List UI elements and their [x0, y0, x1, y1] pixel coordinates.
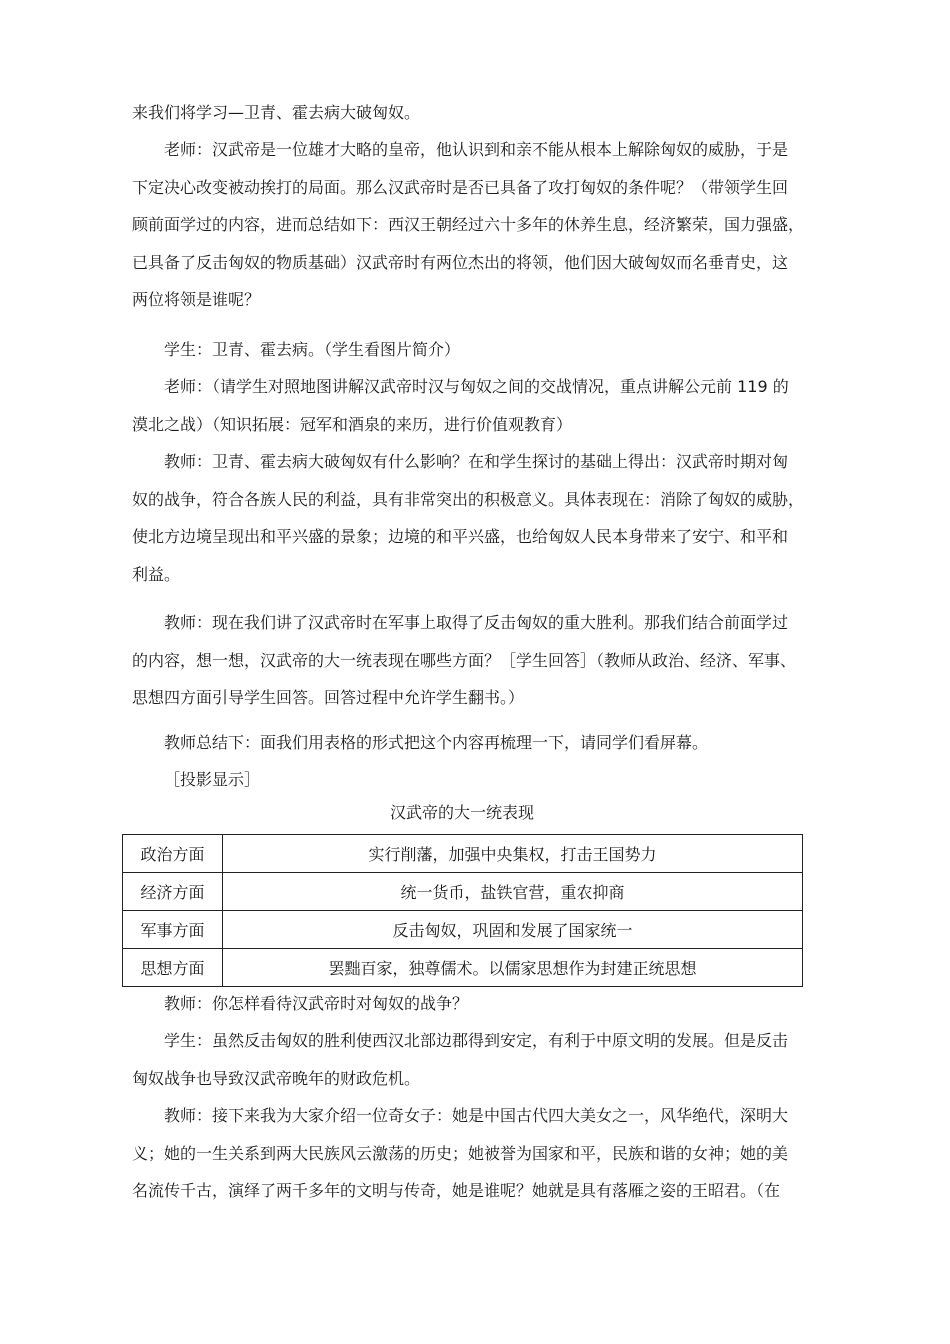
paragraph-teacher-conditions — [132, 131, 832, 319]
text-line: 已具备了反击匈奴的物质基础）汉武帝时有两位杰出的将领，他们因大破匈奴而名垂青史，这 — [132, 252, 789, 272]
paragraph-projection — [132, 761, 832, 799]
text-line: 漠北之战）（知识拓展：冠军和酒泉的来历，进行价值观教育） — [132, 414, 573, 434]
text-line: 使北方边境呈现出和平兴盛的景象；边境的和平兴盛，也给匈奴人民本身带来了安宁、和平和 — [132, 527, 789, 546]
text-line: 老师：（请学生对照地图讲解汉武帝时汉与匈奴之间的交战情况，重点讲解公元前 119 的 — [164, 377, 789, 396]
text-line: 名流传千古，演绎了两千多年的文明与传奇，她是谁呢？她就是具有落雁之姿的王昭君。（在 — [132, 1181, 781, 1200]
paragraph-teacher-unification — [132, 604, 832, 717]
table-cell-aspect: 思想方面 — [123, 949, 223, 987]
paragraph-student-answer — [132, 331, 832, 369]
paragraph-teacher-map — [132, 368, 832, 443]
text-line: 义；她的一生关系到两大民族风云激荡的历史；她被誉为国家和平，民族和谐的女神；她的美 — [132, 1143, 789, 1163]
paragraph-teacher-question — [132, 985, 832, 1023]
table-cell-content: 统一货币，盐铁官营，重农抑商 — [223, 873, 803, 911]
text-line: 利益。 — [132, 564, 181, 584]
table-cell-content: 实行削藩，加强中央集权，打击王国势力 — [223, 835, 803, 873]
text-line: 教师：卫青、霍去病大破匈奴有什么影响？在和学生探讨的基础上得出：汉武帝时期对匈 — [164, 452, 789, 471]
paragraph-student-view — [132, 1022, 832, 1097]
unification-table — [122, 834, 803, 987]
table-cell-aspect: 军事方面 — [123, 911, 223, 949]
table-cell-aspect: 经济方面 — [123, 873, 223, 911]
table-row — [123, 835, 803, 873]
text-line: 教师：接下来我为大家介绍一位奇女子：她是中国古代四大美女之一，风华绝代，深明大 — [164, 1106, 789, 1125]
paragraph-teacher-wangzhaojun — [132, 1097, 832, 1210]
table-row — [123, 911, 803, 949]
text-line: 来我们将学习—卫青、霍去病大破匈奴。 — [132, 103, 421, 122]
text-line: 教师：你怎样看待汉武帝时对匈奴的战争？ — [164, 994, 469, 1013]
text-line: 匈奴战争也导致汉武帝晚年的财政危机。 — [132, 1068, 421, 1088]
text-line: 教师：现在我们讲了汉武帝时在军事上取得了反击匈奴的重大胜利。那我们结合前面学过 — [164, 613, 789, 632]
text-line: 教师总结下：面我们用表格的形式把这个内容再梳理一下，请同学们看屏幕。 — [164, 733, 709, 752]
text-line: ［投影显示］ — [164, 770, 261, 789]
text-line: 下定决心改变被动挨打的局面。那么汉武帝时是否已具备了攻打匈奴的条件呢？（带领学生回 — [132, 177, 789, 197]
table-caption: 汉武帝的大一统表现 — [389, 803, 534, 822]
text-line: 奴的战争，符合各族人民的利益，具有非常突出的积极意义。具体表现在：消除了匈奴的威胁， — [132, 489, 805, 509]
text-line: 两位将领是谁呢？ — [132, 290, 261, 309]
text-line: 的内容，想一想，汉武帝的大一统表现在哪些方面？［学生回答］（教师从政治、经济、军事、 — [132, 650, 797, 670]
paragraph-teacher-impact — [132, 443, 832, 593]
text-line: 学生：卫青、霍去病。（学生看图片简介） — [164, 340, 461, 359]
text-line: 顾前面学过的内容，进而总结如下：西汉王朝经过六十多年的休养生息，经济繁荣，国力强盛， — [132, 215, 805, 234]
text-line: 老师：汉武帝是一位雄才大略的皇帝，他认识到和亲不能从根本上解除匈奴的威胁，于是 — [164, 140, 789, 159]
table-cell-aspect: 政治方面 — [123, 835, 223, 873]
table-row — [123, 949, 803, 987]
text-line: 学生：虽然反击匈奴的胜利使西汉北部边郡得到安定，有利于中原文明的发展。但是反击 — [164, 1031, 789, 1050]
paragraph-teacher-summary — [132, 724, 832, 762]
text-line: 思想四方面引导学生回答。回答过程中允许学生翻书。） — [132, 688, 525, 707]
table-cell-content: 罢黜百家，独尊儒术。以儒家思想作为封建正统思想 — [223, 949, 803, 987]
paragraph-intro — [132, 94, 832, 132]
table-row — [123, 873, 803, 911]
table-cell-content: 反击匈奴，巩固和发展了国家统一 — [223, 911, 803, 949]
